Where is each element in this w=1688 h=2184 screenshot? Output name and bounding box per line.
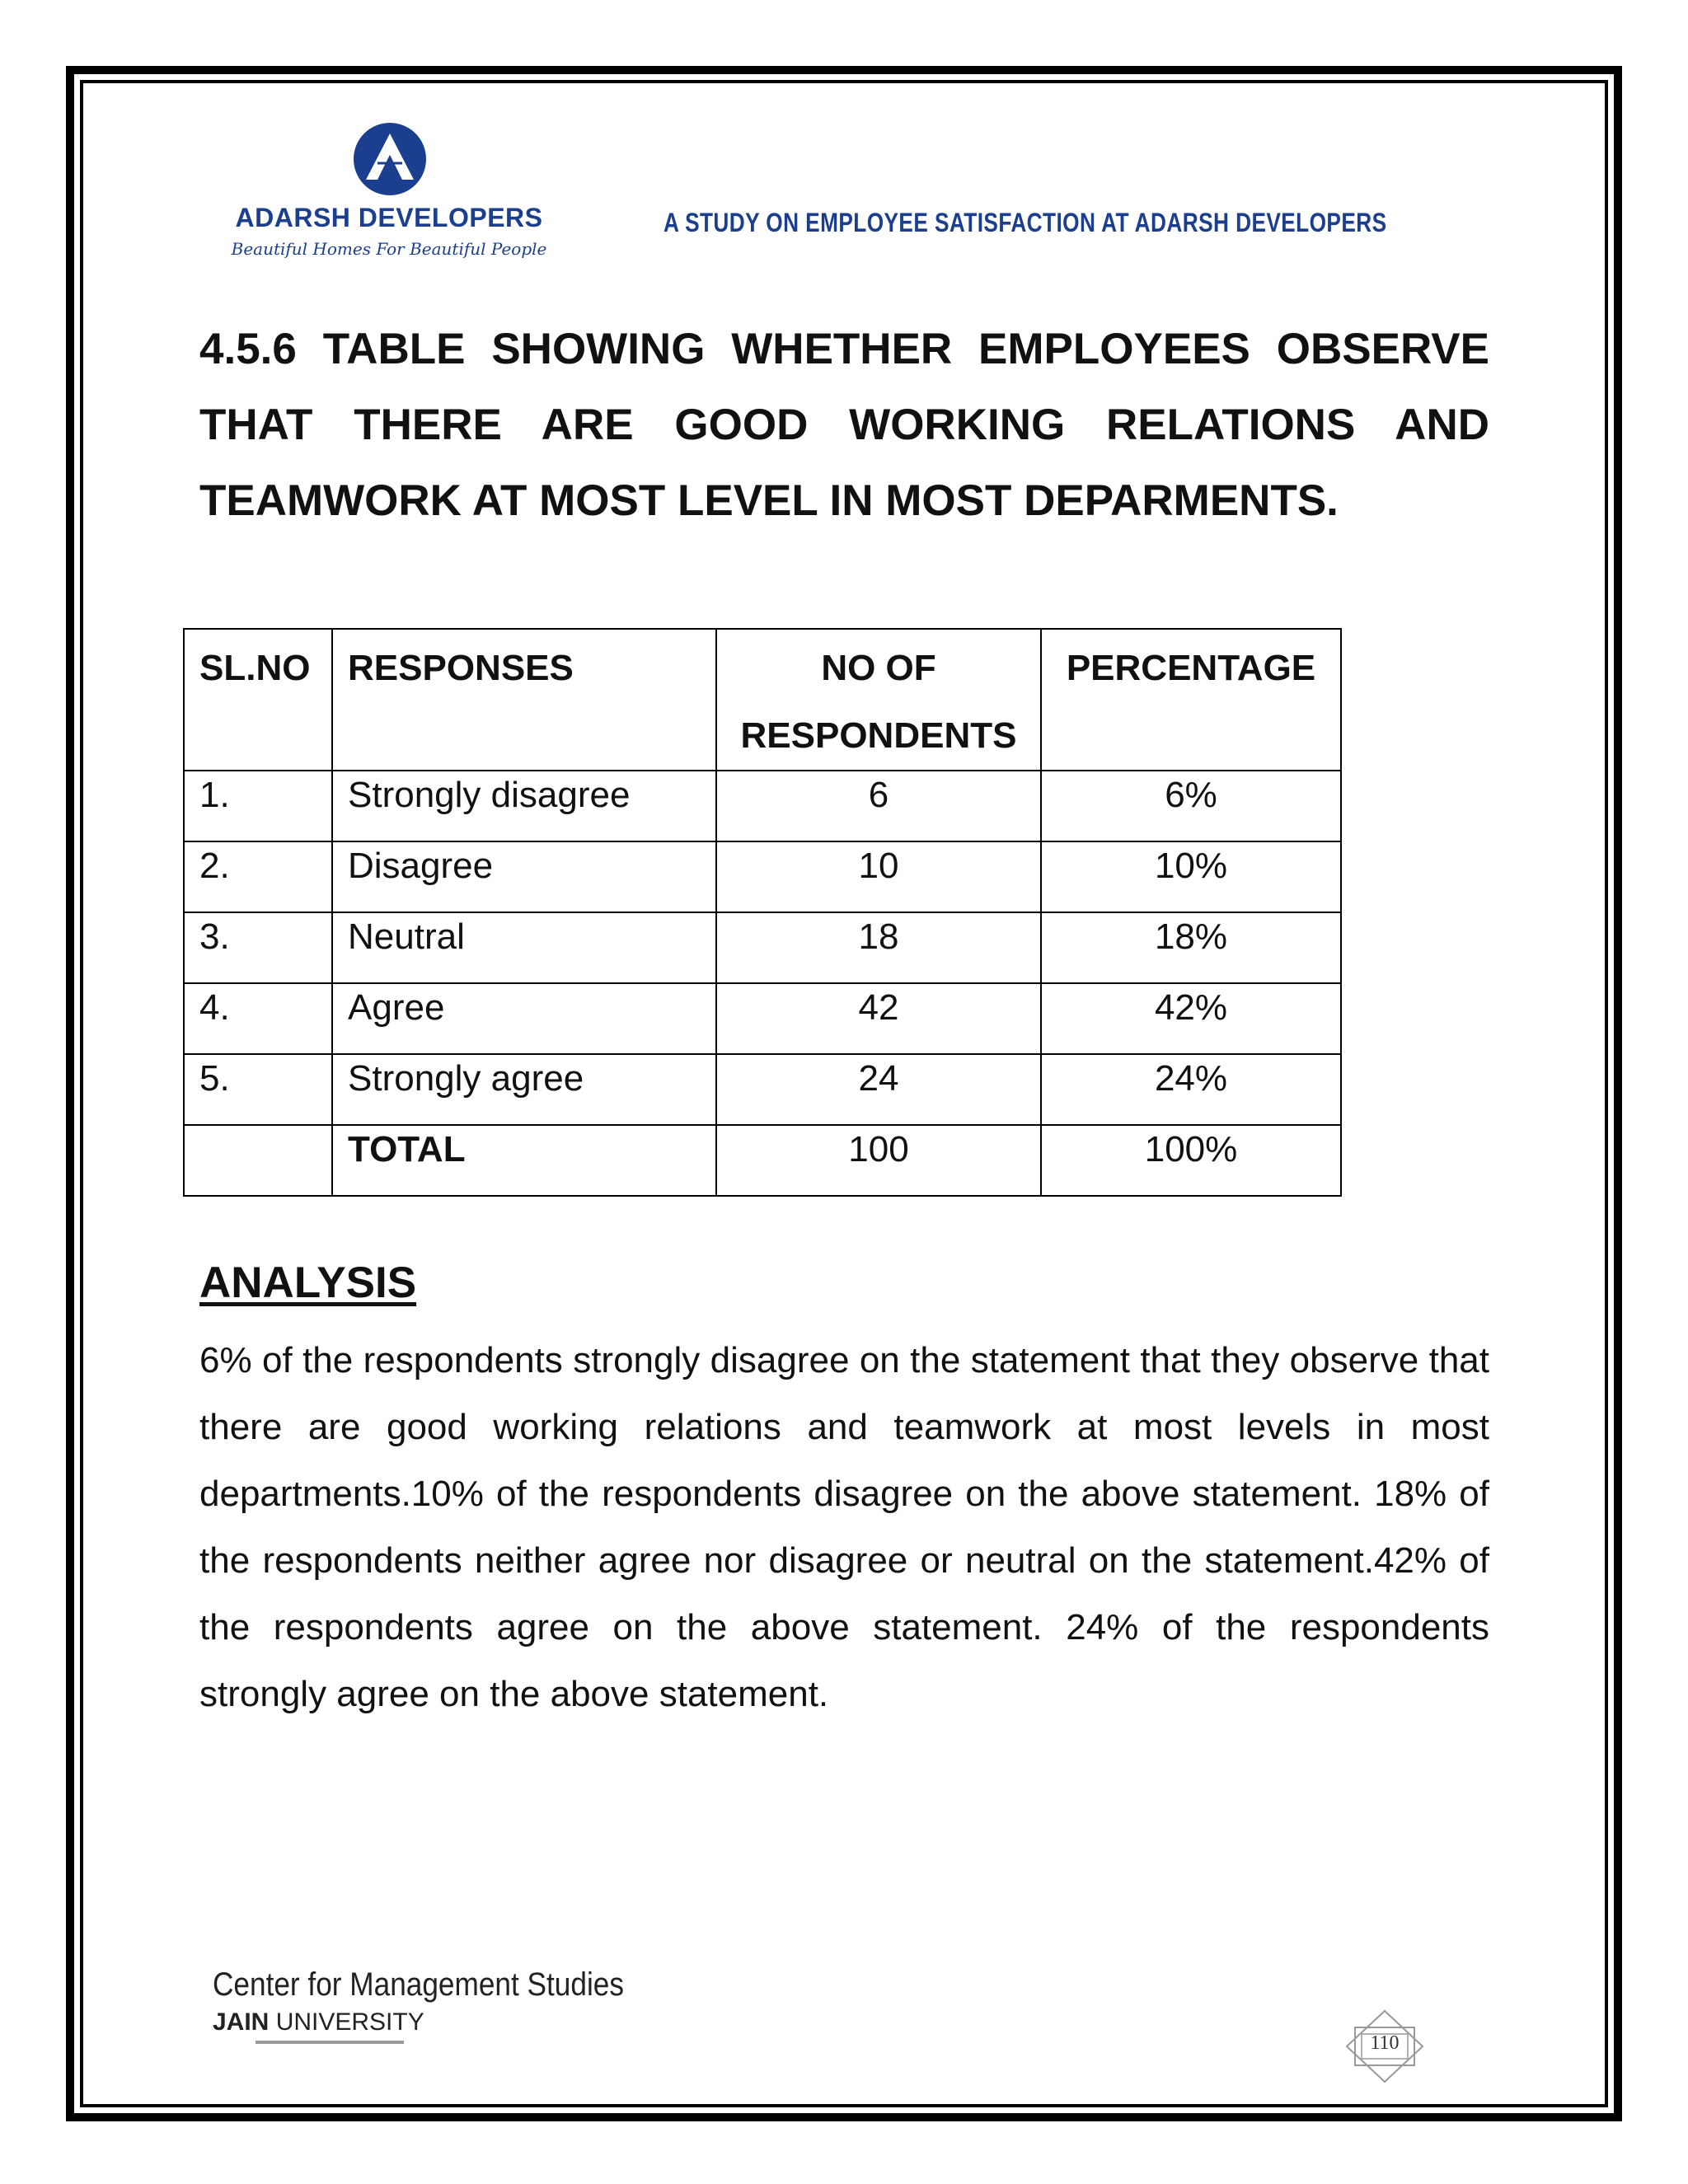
footer-fine-print	[256, 2041, 404, 2044]
header-respondents-line2: RESPONDENTS	[740, 715, 1017, 756]
cell-response: Neutral	[332, 912, 716, 983]
brand-name: ADARSH DEVELOPERS	[235, 203, 543, 232]
footer-university-bold: JAIN	[213, 2008, 270, 2036]
header-responses: RESPONSES	[332, 629, 716, 771]
cell-response: Agree	[332, 983, 716, 1054]
footer-center-name: Center for Management Studies	[213, 1966, 624, 2003]
analysis-title: ANALYSIS	[199, 1258, 417, 1307]
table-row	[184, 983, 1341, 1054]
table-row	[184, 841, 1341, 912]
table-header-row	[184, 629, 1341, 771]
table-row	[184, 771, 1341, 841]
cell-total-count: 100	[716, 1125, 1041, 1196]
header-percentage: PERCENTAGE	[1041, 629, 1341, 771]
cell-sl	[184, 1125, 332, 1196]
cell-response: Disagree	[332, 841, 716, 912]
cell-sl: 1.	[184, 771, 332, 841]
analysis-text: 6% of the respondents strongly disagree on the statement that they observe that there are good working relations and teamwork at most levels in most departments.10% of the respondents disagree on the above statement. 18% of the respondents neither agree nor disagree or neutral on the statement.42% of the respondents agree on the above statement. 24% of the respondents strongly agree on the above statement.	[199, 1340, 1489, 1714]
cell-percent: 18%	[1041, 912, 1341, 983]
header-respondents	[716, 629, 1041, 771]
cell-percent: 6%	[1041, 771, 1341, 841]
brand-tagline: Beautiful Homes For Beautiful People	[231, 239, 547, 259]
cell-percent: 24%	[1041, 1054, 1341, 1125]
cell-sl: 5.	[184, 1054, 332, 1125]
cell-sl: 3.	[184, 912, 332, 983]
cell-count: 10	[716, 841, 1041, 912]
cell-count: 24	[716, 1054, 1041, 1125]
cell-count: 42	[716, 983, 1041, 1054]
header-respondents-line1: NO OF	[821, 648, 936, 688]
header-sl-no: SL.NO	[184, 629, 332, 771]
table-total-row	[184, 1125, 1341, 1196]
cell-total-label: TOTAL	[332, 1125, 716, 1196]
cell-percent: 10%	[1041, 841, 1341, 912]
cell-count: 18	[716, 912, 1041, 983]
footer-university-rest: UNIVERSITY	[269, 2008, 424, 2036]
cell-response: Strongly disagree	[332, 771, 716, 841]
adarsh-logo-icon	[353, 122, 427, 196]
cell-response: Strongly agree	[332, 1054, 716, 1125]
cell-percent: 42%	[1041, 983, 1341, 1054]
cell-sl: 2.	[184, 841, 332, 912]
table-row	[184, 912, 1341, 983]
responses-table	[183, 628, 1342, 1197]
footer-university	[213, 2008, 424, 2036]
page-number: 110	[1370, 2032, 1400, 2054]
table-row	[184, 1054, 1341, 1125]
study-title: A STUDY ON EMPLOYEE SATISFACTION AT ADARSH DEVELOPERS	[663, 208, 1387, 237]
cell-count: 6	[716, 771, 1041, 841]
cell-sl: 4.	[184, 983, 332, 1054]
section-heading: 4.5.6 TABLE SHOWING WHETHER EMPLOYEES OBSERVE THAT THERE ARE GOOD WORKING RELATIONS AND TEAMWORK AT MOST LEVEL IN MOST DEPARMENTS.	[199, 325, 1489, 525]
cell-total-percent: 100%	[1041, 1125, 1341, 1196]
